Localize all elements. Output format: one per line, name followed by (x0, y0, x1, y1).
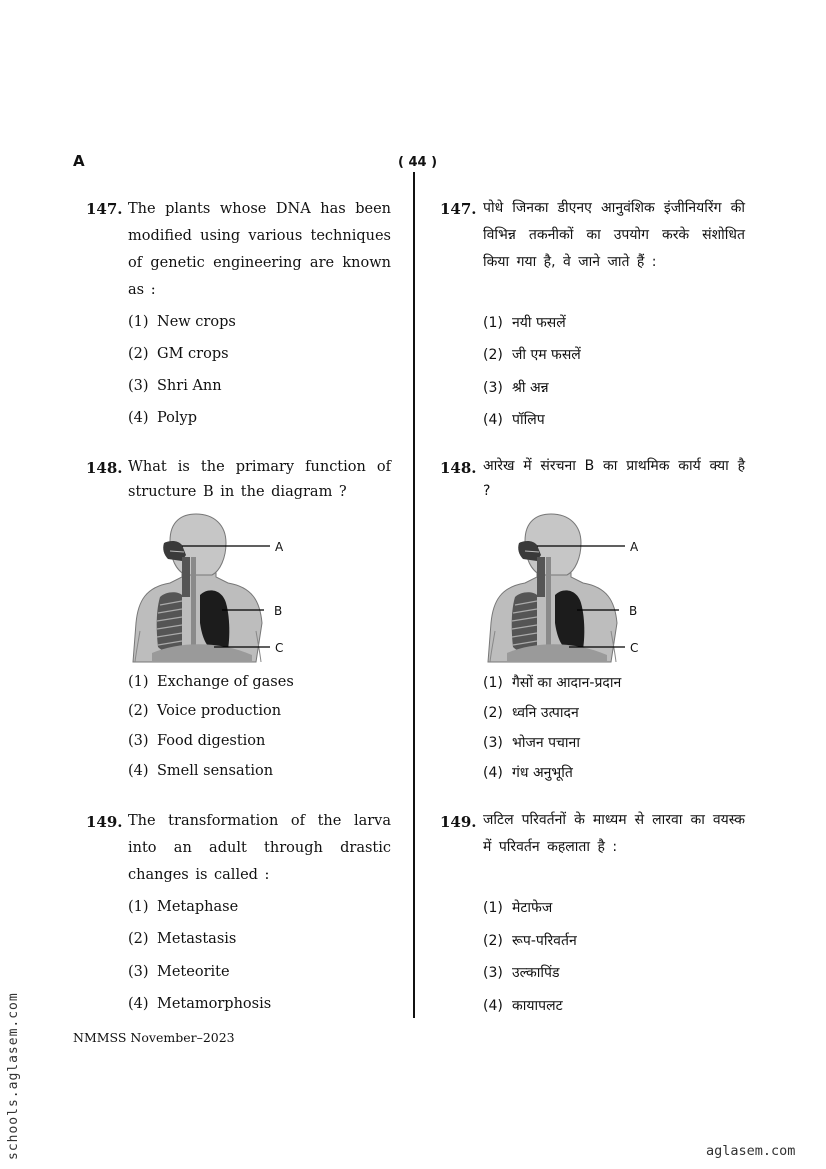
bottom-watermark: aglasem.com (706, 1143, 796, 1159)
option-text: GM crops (157, 346, 229, 362)
option (128, 346, 229, 362)
option-number: (3) (483, 965, 503, 981)
option-number: (4) (483, 412, 503, 428)
option (128, 996, 271, 1012)
option (483, 931, 577, 950)
option (483, 733, 580, 752)
option-text: उल्कापिंड (512, 965, 560, 981)
column-divider (413, 172, 415, 1018)
question-number: 148. (86, 459, 123, 477)
diagram-label-c: C (275, 641, 284, 655)
option (128, 931, 236, 947)
option-number: (1) (128, 314, 149, 330)
option (483, 963, 559, 982)
question-number: 149. (86, 813, 123, 831)
question-text: आरेख में संरचना B का प्राथमिक कार्य क्या है ? (483, 458, 745, 499)
question-text: The plants whose DNA has been modified using various techniques of genetic engineering are known as : (128, 201, 391, 298)
diagram-label-a: A (275, 540, 284, 554)
option (128, 410, 197, 426)
option-number: (1) (483, 675, 503, 691)
option-number: (2) (128, 346, 149, 362)
option-text: Polyp (157, 410, 198, 426)
option-text: New crops (157, 314, 236, 330)
option-text: Meteorite (157, 964, 230, 980)
option-number: (3) (483, 735, 503, 751)
side-watermark: schools.aglasem.com (6, 992, 21, 1160)
option-text: Voice production (157, 703, 282, 719)
option-number: (2) (483, 347, 503, 363)
option-text: श्री अन्न (512, 380, 549, 396)
option-number: (1) (128, 674, 149, 690)
option-text: कायापलट (512, 998, 563, 1014)
option-text: Metaphase (157, 899, 239, 915)
option (128, 964, 230, 980)
option (128, 378, 222, 394)
option (483, 673, 621, 692)
option-number: (2) (483, 705, 503, 721)
question-number: 147. (86, 200, 123, 218)
option-text: ध्वनि उत्पादन (512, 705, 579, 721)
option (128, 703, 281, 719)
option (483, 378, 549, 397)
option-text: भोजन पचाना (512, 735, 580, 751)
option-number: (2) (483, 933, 503, 949)
option-text: रूप-परिवर्तन (512, 933, 577, 949)
option-number: (2) (128, 931, 149, 947)
option-number: (1) (483, 900, 503, 916)
option (128, 899, 238, 915)
option-number: (4) (483, 765, 503, 781)
question-text: जटिल परिवर्तनों के माध्यम से लारवा का वयस्क में परिवर्तन कहलाता है : (483, 812, 745, 855)
option (483, 703, 579, 722)
option-text: Food digestion (157, 733, 266, 749)
question-number: 149. (440, 813, 477, 831)
option (128, 314, 236, 330)
option (483, 410, 545, 429)
question-number: 148. (440, 459, 477, 477)
diagram-label-c: C (630, 641, 639, 655)
series-code: A (73, 152, 85, 170)
option-text: जी एम फसलें (512, 347, 581, 363)
respiratory-system-diagram (485, 513, 645, 665)
option-number: (4) (128, 410, 149, 426)
footer-exam-name: NMMSS November–2023 (73, 1030, 235, 1045)
question-text: The transformation of the larva into an adult through drastic changes is called : (128, 813, 391, 883)
option-number: (4) (483, 998, 503, 1014)
question-text: What is the primary function of structure B in the diagram ? (128, 459, 391, 500)
option-number: (4) (128, 996, 149, 1012)
option (483, 898, 552, 917)
option-number: (1) (483, 315, 503, 331)
option (483, 763, 573, 782)
respiratory-system-diagram (130, 513, 290, 665)
option-number: (3) (128, 733, 149, 749)
option-number: (2) (128, 703, 149, 719)
option-text: पॉलिप (512, 412, 545, 428)
option-number: (3) (483, 380, 503, 396)
option (128, 674, 294, 690)
option-text: गैसों का आदान-प्रदान (512, 675, 622, 691)
option-text: नयी फसलें (512, 315, 566, 331)
option-text: मेटाफेज (512, 900, 553, 916)
option (128, 763, 273, 779)
option (483, 313, 566, 332)
option-number: (3) (128, 378, 149, 394)
diagram-label-a: A (630, 540, 639, 554)
option (128, 733, 265, 749)
diagram-label-b: B (274, 604, 283, 618)
option (483, 345, 581, 364)
option-number: (4) (128, 763, 149, 779)
question-number: 147. (440, 200, 477, 218)
page-number: ( 44 ) (398, 155, 438, 170)
option (483, 996, 563, 1015)
diagram-label-b: B (629, 604, 638, 618)
option-text: Shri Ann (157, 378, 222, 394)
option-text: गंध अनुभूति (512, 765, 573, 781)
option-number: (1) (128, 899, 149, 915)
option-text: Smell sensation (157, 763, 274, 779)
option-text: Metastasis (157, 931, 237, 947)
question-text: पोधे जिनका डीएनए आनुवंशिक इंजीनियरिंग की विभिन्न तकनीकों का उपयोग करके संशोधित किया गया है, वे जाने जाते हैं : (483, 200, 745, 270)
option-text: Metamorphosis (157, 996, 272, 1012)
option-number: (3) (128, 964, 149, 980)
option-text: Exchange of gases (157, 674, 294, 690)
